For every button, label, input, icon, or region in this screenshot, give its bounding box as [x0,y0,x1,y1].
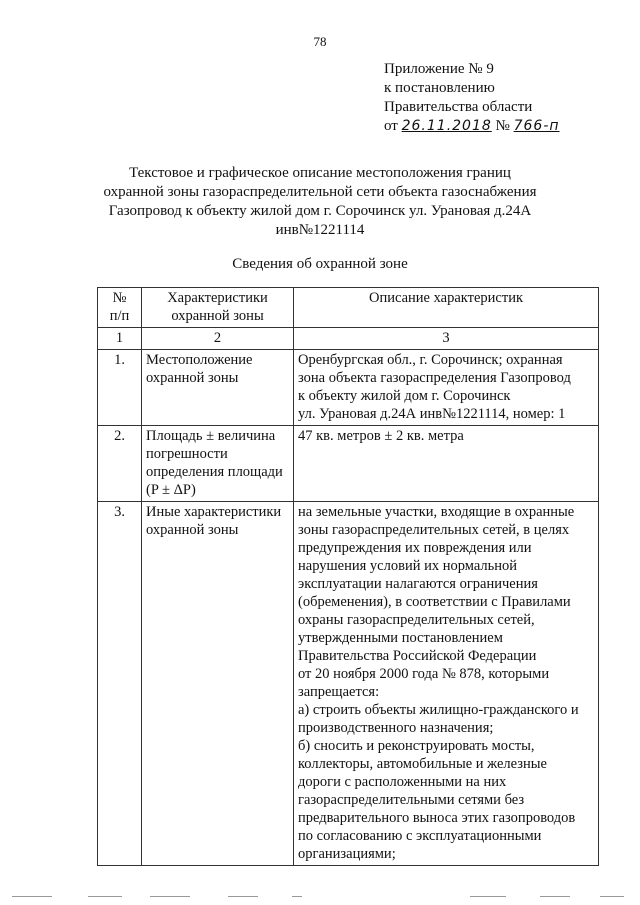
row-description [294,426,599,502]
scan-mark [600,896,624,897]
appendix-line-3: Правительства области [384,99,533,115]
row-number: 2. [98,426,142,502]
description-line: на земельные участки, входящие в охранные [298,504,575,520]
scan-edge-marks [0,896,640,898]
description-line: Правительства Российской Федерации [298,648,537,664]
description-line: по согласованию с эксплуатационными [298,828,542,844]
characteristic-line: определения площади [146,464,283,480]
description-line: 47 кв. метров ± 2 кв. метра [298,428,464,444]
scan-mark [292,896,302,897]
description-line: от 20 ноября 2000 года № 878, которыми [298,666,550,682]
header-number-line-1: № [112,290,127,306]
description-line: предупреждения их повреждения или [298,540,532,556]
handwritten-date: 26.11.2018 [401,118,492,134]
description-line: организациями; [298,846,396,862]
appendix-line-2: к постановлению [384,80,495,96]
description-line: предварительного выноса этих газопроводов [298,810,576,826]
title-line-2: охранной зоны газораспределительной сети объекта газоснабжения [103,184,537,200]
description-line: ул. Урановая д.24А инв№1221114, номер: 1 [298,406,566,422]
handwritten-number: 766-п [513,118,560,134]
description-line: Оренбургская обл., г. Сорочинск; охранная [298,352,563,368]
characteristic-line: охранной зоны [146,370,239,386]
table-index-row [98,328,599,350]
header-number-line-2: п/п [109,308,130,324]
row-characteristic [142,350,294,426]
description-line: охраны газораспределительных сетей, [298,612,535,628]
description-line: а) строить объекты жилищно-гражданского и [298,702,579,718]
zone-info-table [97,287,599,866]
description-line: к объекту жилой дом г. Сорочинск [298,388,511,404]
row-number: 1. [98,350,142,426]
header-number [98,288,142,328]
number-prefix: № [495,118,510,134]
row-description [294,502,599,866]
scan-mark [88,896,122,897]
scan-mark [470,896,506,897]
characteristic-line: погрешности [146,446,228,462]
characteristic-line: (P ± ΔP) [146,482,196,498]
row-number: 3. [98,502,142,866]
page-number: 78 [313,34,327,49]
index-cell-1: 1 [98,328,142,350]
table-row [98,426,599,502]
row-characteristic [142,502,294,866]
index-cell-3: 3 [294,328,599,350]
scan-mark [228,896,258,897]
section-subtitle: Сведения об охранной зоне [232,256,408,272]
header-characteristic-line-1: Характеристики [167,290,268,306]
appendix-block [384,60,560,136]
description-line: утвержденными постановлением [298,630,503,646]
index-cell-2: 2 [142,328,294,350]
header-characteristic [142,288,294,328]
table-row [98,350,599,426]
document-title [100,164,540,240]
description-line: газораспределительными сетями без [298,792,525,808]
characteristic-line: охранной зоны [146,522,239,538]
description-line: эксплуатации налагаются ограничения [298,576,538,592]
description-line: (обременения), в соответствии с Правилами [298,594,571,610]
description-line: нарушения условий их нормальной [298,558,518,574]
header-characteristic-line-2: охранной зоны [171,308,264,324]
appendix-date-line [384,117,560,136]
description-line: запрещается: [298,684,380,700]
appendix-line-1: Приложение № 9 [384,61,494,77]
row-characteristic [142,426,294,502]
description-line: коллекторы, автомобильные и железные [298,756,547,772]
table-row [98,502,599,866]
description-line: дороги с расположенными на них [298,774,507,790]
description-line: зоны газораспределительных сетей, в целях [298,522,570,538]
characteristic-line: Иные характеристики [146,504,282,520]
description-line: зона объекта газораспределения Газопровод [298,370,571,386]
title-line-3: Газопровод к объекту жилой дом г. Сорочинск ул. Урановая д.24А [108,203,532,219]
header-description: Описание характеристик [294,288,599,328]
table-header-row [98,288,599,328]
date-prefix: от [384,118,398,134]
scan-mark [12,896,52,897]
row-description [294,350,599,426]
description-line: б) сносить и реконструировать мосты, [298,738,535,754]
characteristic-line: Местоположение [146,352,253,368]
characteristic-line: Площадь ± величина [146,428,276,444]
title-line-4: инв№1221114 [275,222,365,238]
description-line: производственного назначения; [298,720,494,736]
scan-mark [540,896,570,897]
title-line-1: Текстовое и графическое описание местоположения границ [129,165,511,181]
scan-mark [150,896,190,897]
